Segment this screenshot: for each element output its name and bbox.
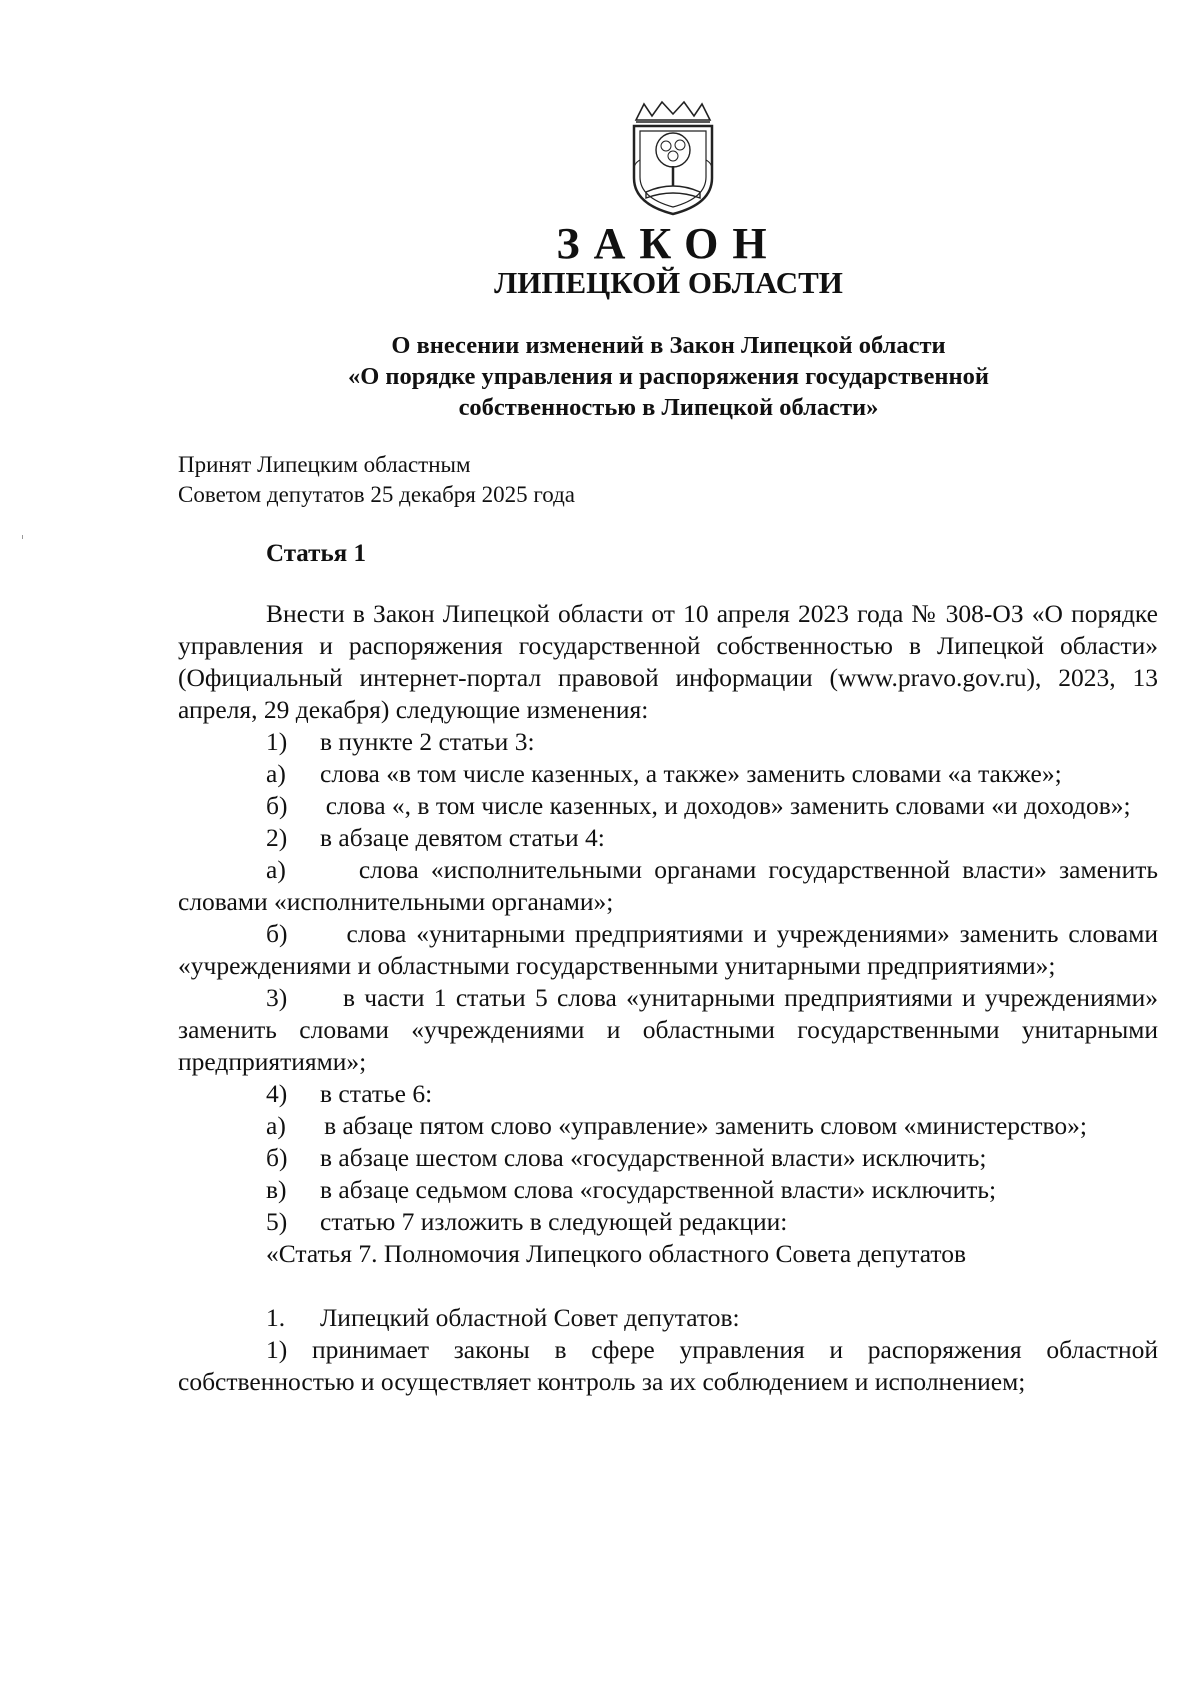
region-title: ЛИПЕЦКОЙ ОБЛАСТИ bbox=[494, 265, 843, 300]
quoted-article-heading: «Статья 7. Полномочия Липецкого областного Совета депутатов bbox=[266, 1239, 966, 1268]
list-item bbox=[178, 1206, 1158, 1238]
subtitle-line: О внесении изменений в Закон Липецкой области bbox=[391, 332, 946, 359]
spacer bbox=[178, 1270, 1158, 1302]
list-item bbox=[178, 726, 1158, 758]
part-subitem: 1) принимает законы в сфере управления и распоряжения областной собственностью и осуществляет контроль за их соблюдением и исполнением; bbox=[178, 1335, 1158, 1396]
item-number: в) bbox=[266, 1175, 287, 1204]
item-text: в абзаце пятом слово «управление» заменить словом «министерство»; bbox=[324, 1111, 1087, 1140]
item-number: б) bbox=[266, 791, 288, 820]
item-text: в пункте 2 статьи 3: bbox=[320, 727, 535, 756]
adoption-note bbox=[178, 450, 575, 510]
item-number: 3) bbox=[266, 983, 288, 1012]
part-item bbox=[178, 1302, 1158, 1334]
item-text: в части 1 статьи 5 слова «унитарными предприятиями и учреждениями» заменить словами «учреждениями и областными государственными унитарными предприятиями»; bbox=[178, 983, 1158, 1076]
item-text: в абзаце шестом слова «государственной власти» исключить; bbox=[320, 1143, 987, 1172]
list-item-wrapped bbox=[178, 982, 1158, 1078]
list-item bbox=[178, 822, 1158, 854]
item-text: в статье 6: bbox=[320, 1079, 433, 1108]
subtitle-line: «О порядке управления и распоряжения государственной bbox=[347, 363, 990, 390]
item-number: 5) bbox=[266, 1207, 288, 1236]
list-item bbox=[178, 758, 1158, 790]
list-item-wrapped bbox=[178, 790, 1158, 822]
item-number: б) bbox=[266, 1143, 288, 1172]
item-text: слова «в том числе казенных, а также» заменить словами «а также»; bbox=[320, 759, 1062, 788]
list-item bbox=[178, 1078, 1158, 1110]
list-item-wrapped bbox=[178, 854, 1158, 918]
adoption-line: Советом депутатов 25 декабря 2025 года bbox=[178, 482, 575, 507]
subtitle-line: собственностью в Липецкой области» bbox=[458, 394, 879, 421]
list-item bbox=[178, 1174, 1158, 1206]
margin-mark bbox=[22, 535, 23, 539]
list-item bbox=[178, 1142, 1158, 1174]
item-number: а) bbox=[266, 1111, 286, 1140]
part-text: Липецкий областной Совет депутатов: bbox=[320, 1303, 740, 1332]
item-number: а) bbox=[266, 855, 286, 884]
item-number: 1) bbox=[266, 727, 288, 756]
item-text: статью 7 изложить в следующей редакции: bbox=[320, 1207, 788, 1236]
article-heading: Статья 1 bbox=[266, 540, 366, 567]
part-number: 1. bbox=[266, 1303, 286, 1332]
law-title: ЗАКОН bbox=[556, 219, 781, 268]
item-text: слова «унитарными предприятиями и учреждениями» заменить словами «учреждениями и областными государственными унитарными предприятиями»; bbox=[178, 919, 1159, 980]
adoption-line: Принят Липецким областным bbox=[178, 452, 471, 477]
list-item-wrapped bbox=[178, 918, 1158, 982]
item-text: в абзаце седьмом слова «государственной власти» исключить; bbox=[320, 1175, 997, 1204]
item-text: слова «, в том числе казенных, и доходов» заменить словами «и доходов»; bbox=[325, 791, 1131, 820]
item-number: 2) bbox=[266, 823, 288, 852]
list-item-wrapped bbox=[178, 1110, 1158, 1142]
item-text: в абзаце девятом статьи 4: bbox=[320, 823, 605, 852]
item-number: б) bbox=[266, 919, 288, 948]
law-subtitle bbox=[176, 330, 1161, 423]
item-number: 4) bbox=[266, 1079, 288, 1108]
article-intro: Внести в Закон Липецкой области от 10 апреля 2023 года № 308-ОЗ «О порядке управления и распоряжения государственной собственностью в Липецкой области» (Официальный интернет-портал правовой информации (www.pravo.gov.ru), 2023, 13 апреля, 29 декабря) следующие изменения: bbox=[178, 599, 1158, 724]
article-body bbox=[178, 598, 1158, 1398]
item-number: а) bbox=[266, 759, 286, 788]
coat-of-arms-emblem bbox=[628, 100, 718, 218]
item-text: слова «исполнительными органами государственной власти» заменить словами «исполнительными органами»; bbox=[178, 855, 1158, 916]
